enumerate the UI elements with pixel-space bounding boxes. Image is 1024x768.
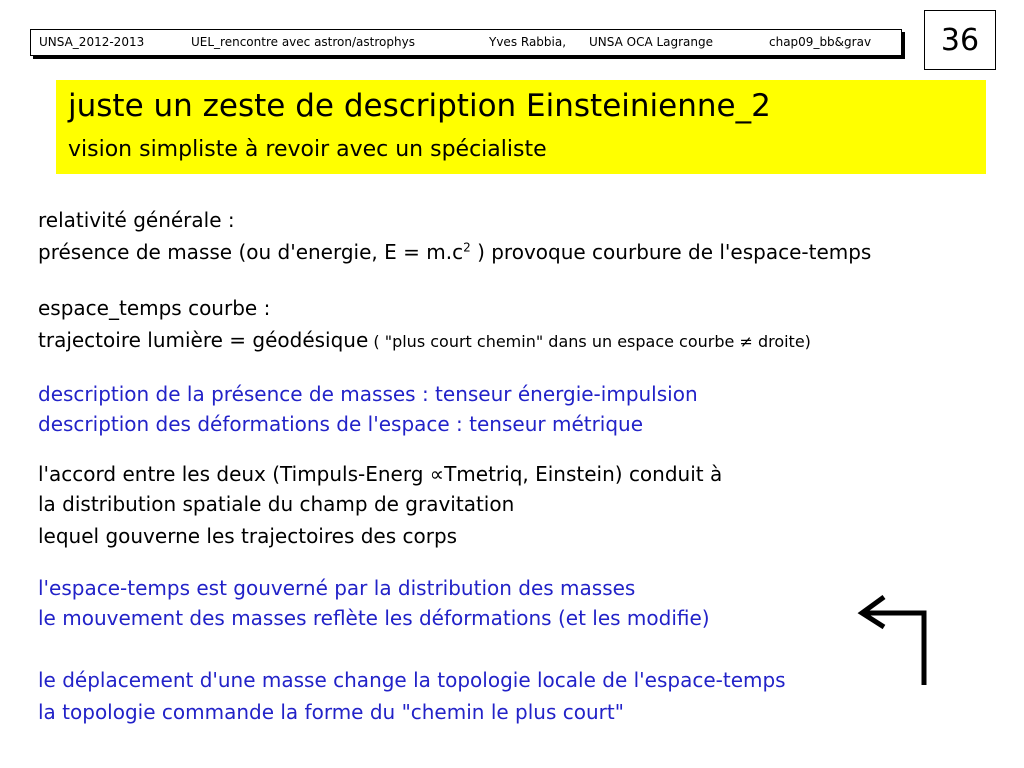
header-title: UEL_rencontre avec astron/astrophys xyxy=(191,35,415,49)
title-box xyxy=(56,80,986,174)
header-author: Yves Rabbia, xyxy=(489,35,567,49)
header-course: UNSA_2012-2013 xyxy=(39,35,145,49)
text-line-4b: ( "plus court chemin" dans un espace courbe ≠ droite) xyxy=(368,332,811,351)
text-line-6: description des déformations de l'espace : tenseur métrique xyxy=(38,412,644,436)
slide-title: juste un zeste de description Einsteinienne_2 xyxy=(68,88,771,124)
text-line-2 xyxy=(38,240,871,264)
header-chapter: chap09_bb&grav xyxy=(769,35,872,49)
text-line-4 xyxy=(38,328,811,352)
text-line-2a: présence de masse (ou d'energie, E = m.c xyxy=(38,240,464,264)
superscript-2: 2 xyxy=(463,240,471,255)
header-bar xyxy=(30,29,902,56)
text-line-11: le mouvement des masses reflète les déformations (et les modifie) xyxy=(38,606,710,630)
text-line-9: lequel gouverne les trajectoires des corps xyxy=(38,524,458,548)
text-line-8: la distribution spatiale du champ de gravitation xyxy=(38,492,515,516)
text-line-12: le déplacement d'une masse change la topologie locale de l'espace-temps xyxy=(38,668,786,692)
loop-arrow-icon xyxy=(850,595,940,690)
slide-subtitle: vision simpliste à revoir avec un spécialiste xyxy=(68,137,547,162)
text-line-3: espace_temps courbe : xyxy=(38,296,271,320)
text-line-10: l'espace-temps est gouverné par la distribution des masses xyxy=(38,576,636,600)
text-line-7: l'accord entre les deux (Timpuls-Energ ∝Tmetriq, Einstein) conduit à xyxy=(38,462,723,486)
text-line-4a: trajectoire lumière = géodésique xyxy=(38,328,369,352)
text-line-2b: ) provoque courbure de l'espace-temps xyxy=(470,240,872,264)
text-line-13: la topologie commande la forme du "chemin le plus court" xyxy=(38,700,624,724)
text-line-5: description de la présence de masses : tenseur énergie-impulsion xyxy=(38,382,698,406)
header-institution: UNSA OCA Lagrange xyxy=(589,35,714,49)
page-number: 36 xyxy=(924,10,996,70)
text-line-1: relativité générale : xyxy=(38,208,235,232)
